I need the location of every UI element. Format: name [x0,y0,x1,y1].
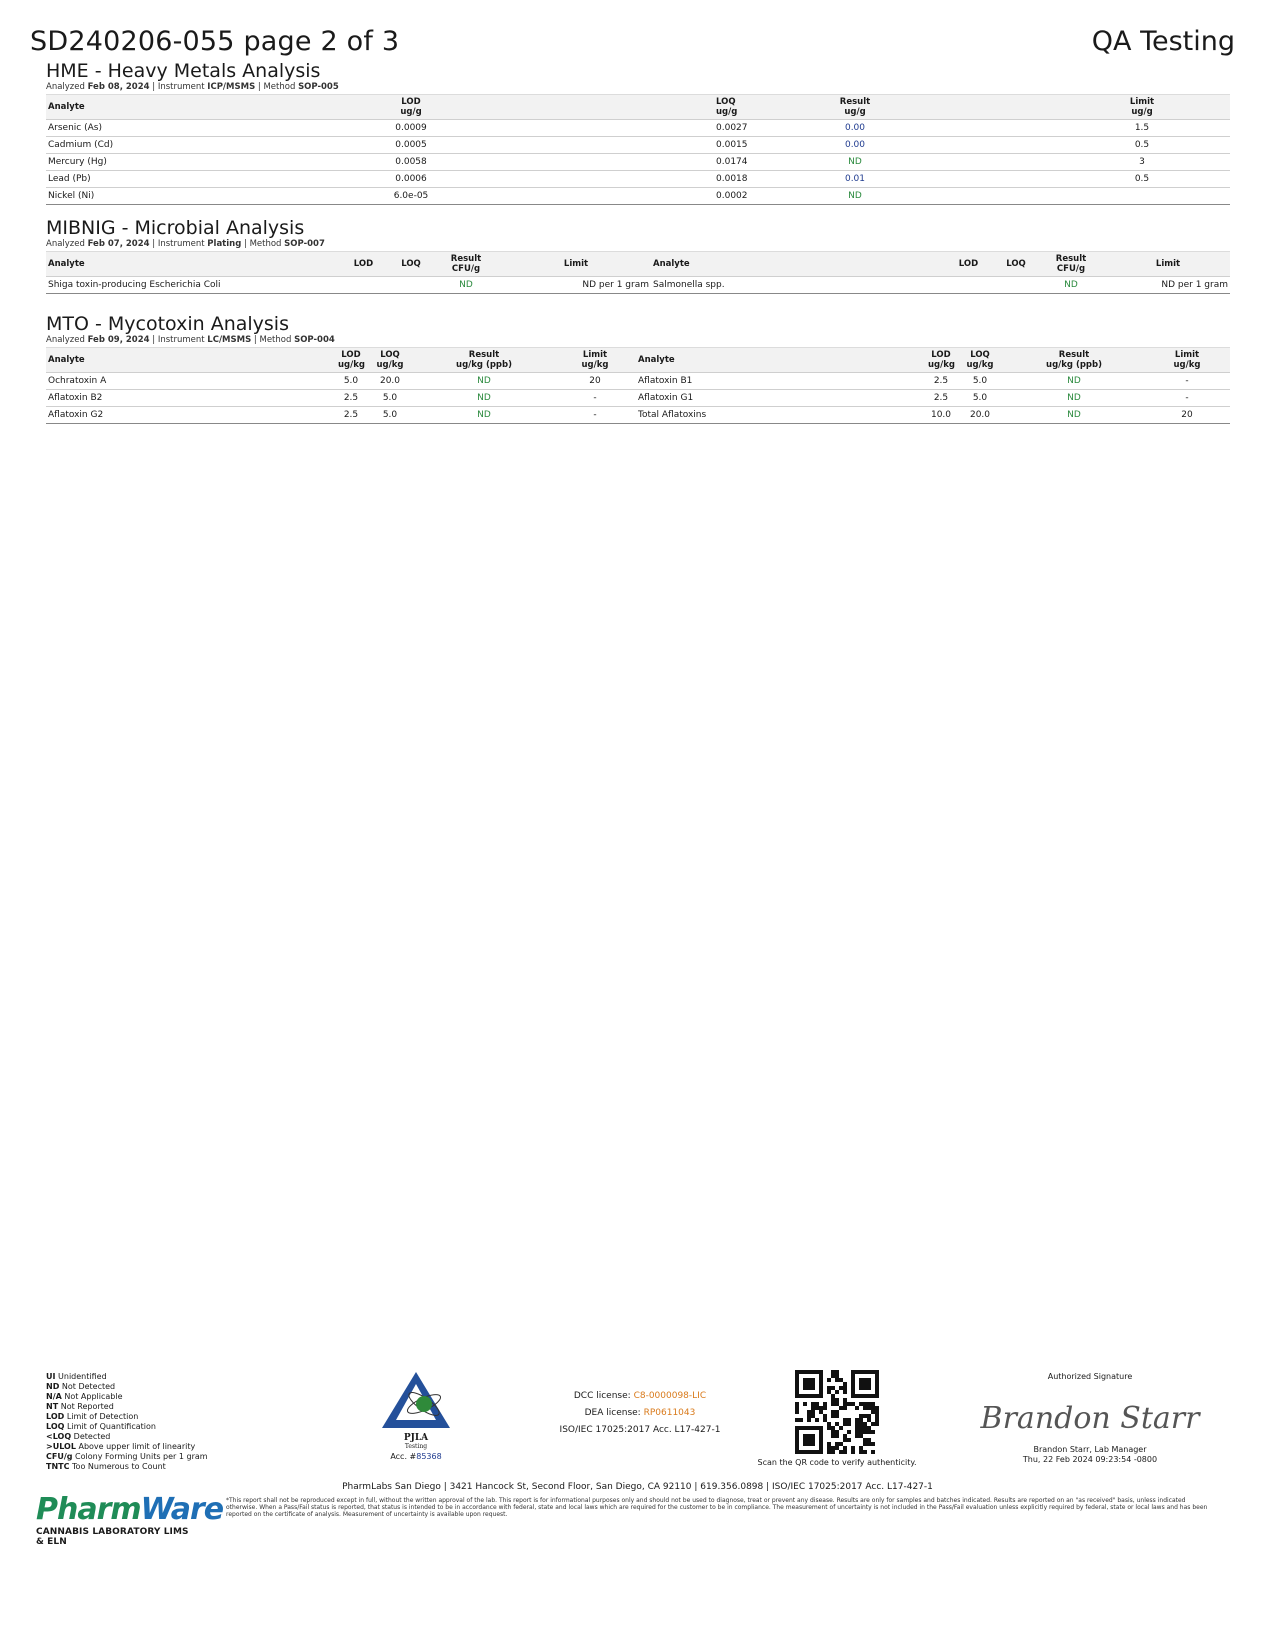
limit-cell: 0.5 [1054,171,1230,188]
col-analyte: Analyte [48,102,85,112]
loq-cell: 20.0 [956,407,1004,424]
result-cell: ND [706,154,936,171]
analyte-cell: Lead (Pb) [46,171,286,188]
lod-cell: 6.0e-05 [286,188,536,205]
legend-item: NT Not Reported [46,1402,114,1411]
loq-cell: 5.0 [366,390,414,407]
dea-license: RP0611043 [643,1408,696,1418]
pjla-accreditation-logo: PJLA Testing Acc. #85368 [376,1370,456,1461]
lod-cell: 2.5 [336,407,366,424]
signature-date: Thu, 22 Feb 2024 09:23:54 -0800 [1022,1455,1158,1464]
disclaimer-text: *This report shall not be reproduced except in full, without the written approval of the lab. This report is for informational purposes only and should not be used to diagnose, treat or prevent any disease. Results are only for samples and batches indicated. Results are reported on an "as received" basis, unless indicated otherwise. When a Pass/Fail status is reported, that status is intended to be in accordance with federal, state and local laws which are required for the customer to be in compliance. The measurement of uncertainty is not included in the Pass/Fail evaluation unless explicitly required by federal, state or local laws and has been reported on the certificate of analysis. Measurement of uncertainty is available upon request. [226,1497,1208,1518]
table-header-row: Analyte LOD ug/kg LOQ ug/kg Result ug/kg (ppb) Limit ug/kg Analyte LOD ug/kg LOQ ug/kg Result ug/kg (ppb) Limit ug/kg [46,348,1230,373]
mto-section [46,313,1230,424]
lod-cell: 5.0 [336,373,366,390]
analyte-cell: Nickel (Ni) [46,188,286,205]
analyte-cell: Aflatoxin G2 [46,407,336,424]
mto-meta: Analyzed Feb 09, 2024 | Instrument LC/MSMS | Method SOP-004 [46,335,335,345]
hme-table [46,94,1230,205]
lod-cell: 0.0005 [286,137,536,154]
lab-name-title: QA Testing [1091,26,1235,57]
limit-cell: 1.5 [1054,120,1230,137]
table-row [46,137,1230,154]
lab-address: PharmLabs San Diego | 3421 Hancock St, Second Floor, San Diego, CA 92110 | 619.356.0898 | ISO/IEC 17025:2017 Acc. L17-427-1 [342,1482,933,1492]
legend-item: N/A Not Applicable [46,1392,123,1401]
limit-cell: - [1144,390,1230,407]
hme-title: HME - Heavy Metals Analysis [46,60,321,82]
lod-cell: 0.0006 [286,171,536,188]
mibnig-title: MIBNIG - Microbial Analysis [46,217,305,239]
analyte-cell: Total Aflatoxins [636,407,926,424]
analyte-cell: Aflatoxin G1 [636,390,926,407]
abbreviation-legend [46,1372,208,1472]
limit-cell: - [554,407,636,424]
loq-cell: 0.0174 [536,154,706,171]
lod-cell: 2.5 [926,390,956,407]
mibnig-section [46,217,1230,294]
result-cell: ND [706,188,936,205]
legend-item: CFU/g Colony Forming Units per 1 gram [46,1452,208,1461]
legend-item: ND Not Detected [46,1382,116,1391]
result-cell: ND [1004,373,1144,390]
pjla-acc-number: Acc. #85368 [390,1452,442,1461]
col-lod: LOD ug/g [400,97,422,117]
limit-cell [1054,188,1230,205]
limit-cell: 3 [1054,154,1230,171]
limit-cell: 0.5 [1054,137,1230,154]
table-row [46,390,1230,407]
hme-section [46,60,1230,205]
mto-analyzed-date: Feb 09, 2024 [87,335,150,345]
legend-item: LOQ Limit of Quantification [46,1422,156,1431]
table-row [46,120,1230,137]
limit-cell: - [1144,373,1230,390]
mibnig-analyzed-date: Feb 07, 2024 [87,239,150,249]
result-cell: ND [414,390,554,407]
analyte-cell: Ochratoxin A [46,373,336,390]
qr-code-icon[interactable] [795,1370,879,1454]
result-cell: ND [414,373,554,390]
mibnig-table [46,251,1230,294]
result-cell: 0.00 [706,137,936,154]
loq-cell: 5.0 [956,390,1004,407]
limit-cell: 20 [554,373,636,390]
mto-table [46,347,1230,424]
signature-block [960,1372,1220,1465]
loq-cell: 0.0027 [536,120,706,137]
lod-cell: 0.0009 [286,120,536,137]
loq-cell: 20.0 [366,373,414,390]
lod-cell: 0.0058 [286,154,536,171]
lod-cell: 2.5 [336,390,366,407]
table-row [46,373,1230,390]
col-loq: LOQ ug/g [716,97,738,117]
mibnig-method: SOP-007 [284,239,325,249]
table-row: Shiga toxin-producing Escherichia Coli ND ND per 1 gram Salmonella spp. ND ND per 1 gram [46,277,1230,294]
table-row [46,407,1230,424]
signature-label: Authorized Signature [1047,1372,1133,1381]
table-row [46,154,1230,171]
table-row [46,171,1230,188]
loq-cell: 0.0002 [536,188,706,205]
table-header-row: Analyte LOD LOQ Result CFU/g Limit Analyte LOD LOQ Result CFU/g Limit [46,252,1230,277]
iso-accreditation: ISO/IEC 17025:2017 Acc. L17-427-1 [559,1425,721,1435]
legend-item: <LOQ Detected [46,1432,111,1441]
report-id-title: SD240206-055 page 2 of 3 [30,26,400,57]
dcc-license: C8-0000098-LIC [633,1391,707,1401]
analyte-cell: Arsenic (As) [46,120,286,137]
mto-title: MTO - Mycotoxin Analysis [46,313,289,335]
result-cell: ND [414,407,554,424]
col-limit: Limit ug/g [1129,97,1155,117]
mibnig-instrument: Plating [207,239,242,249]
mto-instrument: LC/MSMS [207,335,252,345]
handwritten-signature: Brandon Starr [980,1401,1200,1436]
mibnig-meta: Analyzed Feb 07, 2024 | Instrument Plating | Method SOP-007 [46,239,325,249]
license-block: DCC license: C8-0000098-LIC DEA license: RP0611043 ISO/IEC 17025:2017 Acc. L17-427-1 [540,1388,740,1439]
legend-item: TNTC Too Numerous to Count [46,1462,166,1471]
analyte-cell: Mercury (Hg) [46,154,286,171]
hme-meta: Analyzed Feb 08, 2024 | Instrument ICP/MSMS | Method SOP-005 [46,82,339,92]
analyte-cell: Aflatoxin B2 [46,390,336,407]
col-result: Result ug/g [839,97,871,117]
hme-method: SOP-005 [298,82,339,92]
legend-item: LOD Limit of Detection [46,1412,139,1421]
qr-caption: Scan the QR code to verify authenticity. [757,1458,917,1467]
table-row [46,188,1230,205]
analyte-cell: Aflatoxin B1 [636,373,926,390]
mto-method: SOP-004 [294,335,335,345]
loq-cell: 5.0 [956,373,1004,390]
legend-item: UI Unidentified [46,1372,107,1381]
loq-cell: 0.0015 [536,137,706,154]
legend-item: >ULOL Above upper limit of linearity [46,1442,196,1451]
pjla-logo-icon [378,1370,454,1432]
pharmware-logo: PharmWare CANNABIS LABORATORY LIMS & ELN [36,1492,224,1547]
table-header-row [46,95,1230,120]
limit-cell: 20 [1144,407,1230,424]
result-cell: 0.00 [706,120,936,137]
lod-cell: 10.0 [926,407,956,424]
hme-instrument: ICP/MSMS [207,82,256,92]
result-cell: ND [1004,390,1144,407]
result-cell: ND [1004,407,1144,424]
hme-analyzed-date: Feb 08, 2024 [87,82,150,92]
signer-name: Brandon Starr, Lab Manager [1033,1445,1147,1454]
loq-cell: 0.0018 [536,171,706,188]
loq-cell: 5.0 [366,407,414,424]
limit-cell: - [554,390,636,407]
analyte-cell: Cadmium (Cd) [46,137,286,154]
lod-cell: 2.5 [926,373,956,390]
result-cell: 0.01 [706,171,936,188]
